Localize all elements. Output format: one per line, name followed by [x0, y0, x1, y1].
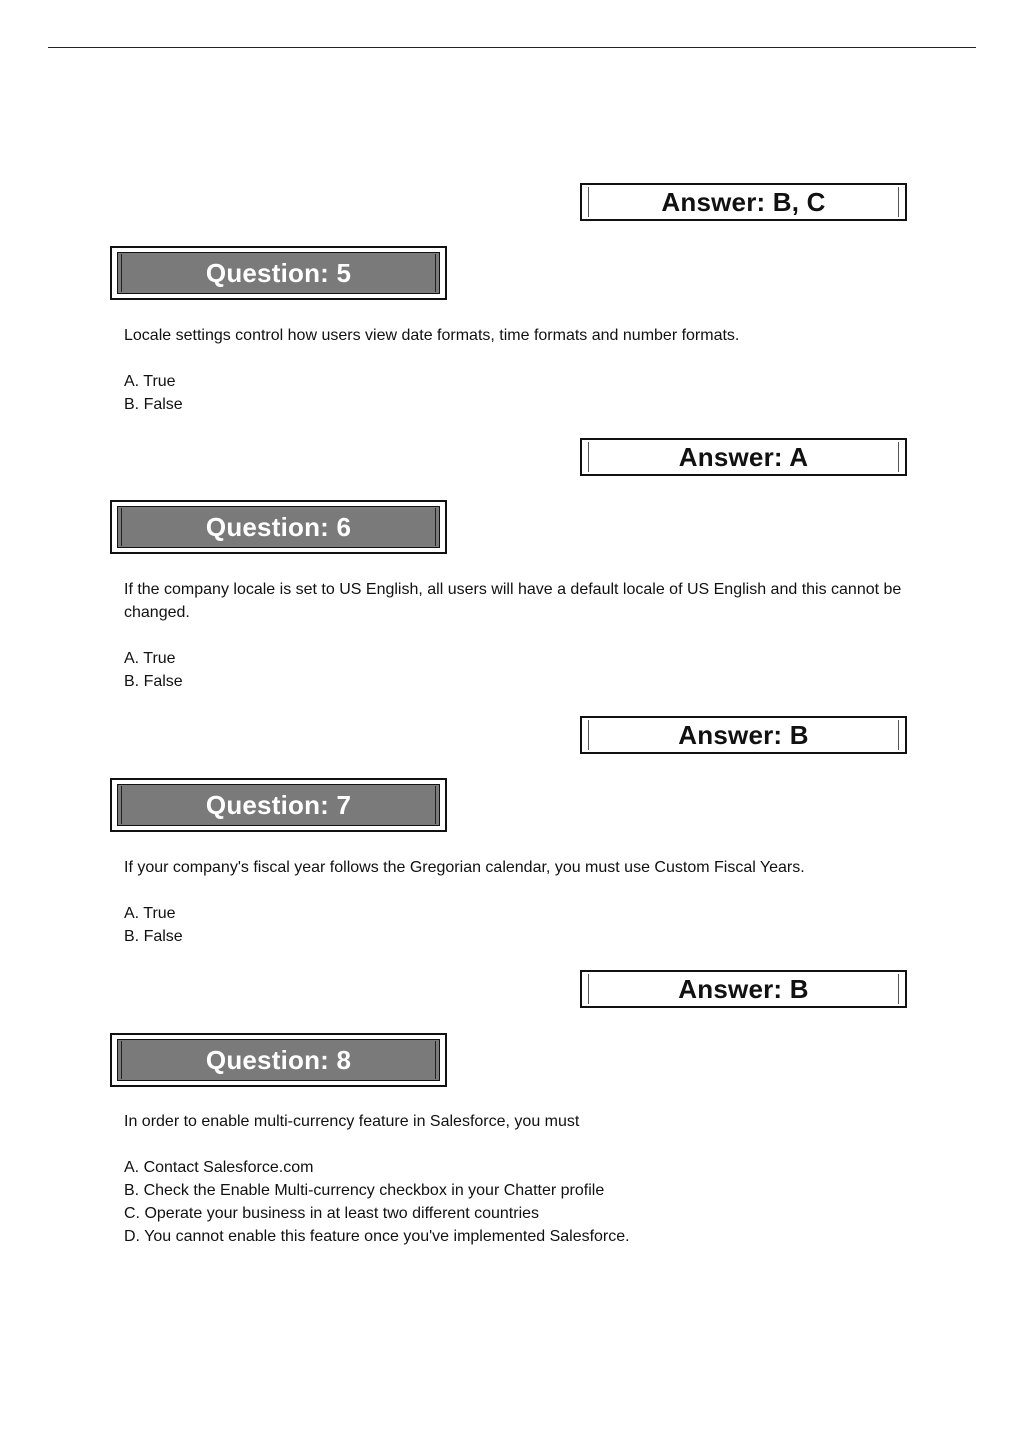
question-title: Question: 7: [205, 789, 352, 820]
answer-label: Answer: B, C: [661, 186, 826, 217]
answer-box: [580, 183, 907, 221]
answer-label: Answer: B: [678, 719, 809, 750]
option-item: B. False: [124, 673, 183, 690]
option-item: D. You cannot enable this feature once you've implemented Salesforce.: [124, 1228, 630, 1245]
question-header-fill: [117, 1039, 440, 1081]
option-item: B. False: [124, 928, 183, 945]
question-header: [110, 778, 447, 832]
option-item: A. True: [124, 373, 176, 390]
question-text: In order to enable multi-currency feature in Salesforce, you must: [124, 1113, 580, 1130]
answer-label: Answer: B: [678, 973, 809, 1004]
option-list: [124, 370, 904, 416]
option-item: B. Check the Enable Multi-currency checkbox in your Chatter profile: [124, 1182, 605, 1199]
question-header: [110, 1033, 447, 1087]
question-title: Question: 5: [205, 257, 352, 288]
answer-box: [580, 438, 907, 476]
header-rule: [48, 47, 976, 48]
option-list: [124, 647, 904, 693]
option-item: A. True: [124, 905, 176, 922]
question-header: [110, 246, 447, 300]
question-title: Question: 8: [205, 1044, 352, 1075]
question-text: Locale settings control how users view date formats, time formats and number formats.: [124, 327, 740, 344]
option-item: B. False: [124, 396, 183, 413]
question-header: [110, 500, 447, 554]
option-item: A. True: [124, 650, 176, 667]
question-title: Question: 6: [205, 511, 352, 542]
answer-box: [580, 970, 907, 1008]
option-list: [124, 902, 904, 948]
question-header-fill: [117, 506, 440, 548]
question-header-fill: [117, 784, 440, 826]
answer-box: [580, 716, 907, 754]
question-text: If the company locale is set to US English, all users will have a default locale of US English and this cannot be changed.: [124, 581, 902, 621]
question-header-fill: [117, 252, 440, 294]
option-item: C. Operate your business in at least two different countries: [124, 1205, 540, 1222]
question-text: If your company's fiscal year follows the Gregorian calendar, you must use Custom Fiscal Years.: [124, 859, 805, 876]
option-item: A. Contact Salesforce.com: [124, 1159, 314, 1176]
option-list: [124, 1156, 904, 1248]
answer-label: Answer: A: [678, 441, 809, 472]
